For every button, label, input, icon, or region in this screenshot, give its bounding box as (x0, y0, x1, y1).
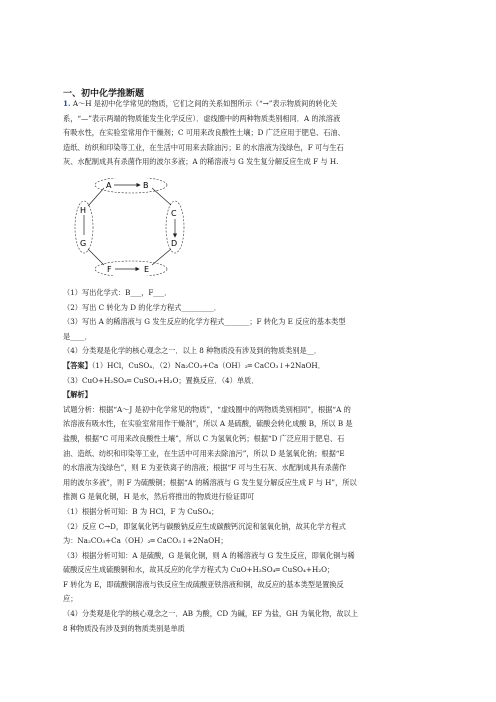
node-h: H (80, 206, 87, 215)
analysis-line-14: 应； (63, 594, 78, 604)
analysis-line-16: 8 种物质没有涉及到的物质类别是单质 (63, 623, 185, 633)
question-number: 1. (63, 99, 71, 108)
sub-questions (63, 286, 438, 636)
analysis-line-5: 的水溶液为浅绿色”，则 E 为亚铁离子的溶液；根据“F 可与生石灰、水配制成具有杀菌作 (63, 463, 347, 473)
question-line-3: 有吸水性，在实验室常用作干燥剂；C 可用来改良酸性土壤；D 广泛应用于肥皂、石油、 (63, 128, 345, 138)
node-d: D (171, 239, 178, 248)
question-line-5: 灰、水配制成具有杀菌作用的波尔多液；A 的稀溶液与 G 发生复分解反应生成 F 与 H. (63, 157, 339, 167)
analysis-line-13: F 转化为 E，即硫酸铜溶液与铁反应生成硫酸亚铁溶液和铜，故反应的基本类型是置换反 (63, 579, 344, 589)
sub-question-3-cont: 是____． (63, 331, 92, 341)
analysis-line-4: 油、造纸、纺织和印染等工业，在生活中可用来去除油污”，所以 D 是氢氧化钠；根据“E (63, 448, 345, 458)
link-g-f (88, 249, 104, 265)
node-a: A (106, 181, 112, 190)
analysis-line-3: 盐酸，根据“C 可用来改良酸性土壤”，所以 C 为氢氧化钙；根据“D 广泛应用于肥皂、石 (63, 433, 345, 443)
link-b-c (152, 188, 171, 205)
answer-label: 【答案】 (63, 360, 92, 370)
link-d-e (152, 249, 171, 265)
analysis-line-12: 硫酸反应生成硫酸铜和水，故其反应的化学方程式为 CuO+H₂SO₄═ CuSO₄+H₂O； (63, 565, 335, 575)
node-b: B (143, 181, 149, 190)
sub-question-1: （1）写出化学式：B___，F___． (63, 288, 172, 297)
analysis-line-11: （3）根据分析可知：A 是硫酸，G 是氧化铜，则 A 的稀溶液与 G 发生反应，即氧化铜与稀 (63, 550, 355, 560)
sub-question-3: （3）写出 A 的稀溶液与 G 发生反应的化学方程式_______；F 转化为 E 反应的基本类型 (63, 317, 346, 327)
analysis-line-7: 推测 G 是氧化铜，H 是水，然后将推出的物质进行验证即可 (63, 492, 255, 502)
reaction-diagram (72, 178, 190, 276)
question-line-1: 1. A～H 是初中化学常见的物质，它们之间的关系如图所示（“→”表示物质间的转化关 (63, 99, 338, 108)
answer-line-1: 【答案】（1）HCl，CuSO₄．（2）Na₂CO₃+Ca（OH）₂═ CaCO₃↓+2NaOH． (63, 360, 325, 370)
analysis-line-10: 为：Na₂CO₃+Ca（OH）₂═ CaCO₃↓+2NaOH； (63, 536, 228, 546)
sub-question-2: （2）写出 C 转化为 D 的化学方程式_________． (63, 302, 221, 312)
question-line-2: 系，“—”表示两端的物质能发生化学反应）．虚线圈中的两种物质类别相同．A 的浓溶液 (63, 113, 341, 123)
sub-question-4: （4）分类观是化学的核心观念之一．以上 8 种物质没有涉及到的物质类别是__． (63, 346, 322, 356)
node-g: G (80, 239, 87, 248)
analysis-line-1: 试题分析：根据“A～J 是初中化学常见的物质”，“虚线圈中的两物质类别相同”，根据“A 的 (63, 404, 351, 414)
node-f: F (107, 265, 112, 274)
analysis-line-2: 浓溶液有吸水性，在实验室常用作干燥剂”，所以 A 是硫酸，硫酸会转化成酸 B，所以 B 是 (63, 419, 353, 429)
analysis-line-8: （1）根据分析可知：B 为 HCl，F 为 CuSO₄； (63, 506, 219, 516)
analysis-label: 【解析】 (63, 390, 92, 400)
analysis-line-9: （2）反应 C→D，即氢氧化钙与碳酸钠反应生成碳酸钙沉淀和氢氧化钠，故其化学方程式 (63, 521, 346, 531)
dashed-circle-fe (95, 261, 167, 276)
node-c: C (171, 209, 177, 218)
node-e: E (144, 265, 150, 274)
question-intro (63, 97, 438, 170)
question-line-4: 造纸、纺织和印染等工业，在生活中可用来去除油污；E 的水溶液为浅绿色，F 可与生石 (63, 142, 344, 152)
link-a-h (88, 188, 104, 206)
section-title: 一、初中化学推断题 (63, 89, 145, 99)
analysis-line-15: （4）分类观是化学的核心观念之一．AB 为酸，CD 为碱，EF 为盐，GH 为氧化物，故以上 (63, 609, 358, 619)
answer-line-2: （3）CuO+H₂SO₄═ CuSO₄+H₂O；置换反应．（4）单质． (63, 375, 259, 385)
analysis-line-6: 用的波尔多液”，则 F 为硫酸铜；根据“A 的稀溶液与 G 发生复分解反应生成 F 与 H”，所以 (63, 477, 357, 487)
